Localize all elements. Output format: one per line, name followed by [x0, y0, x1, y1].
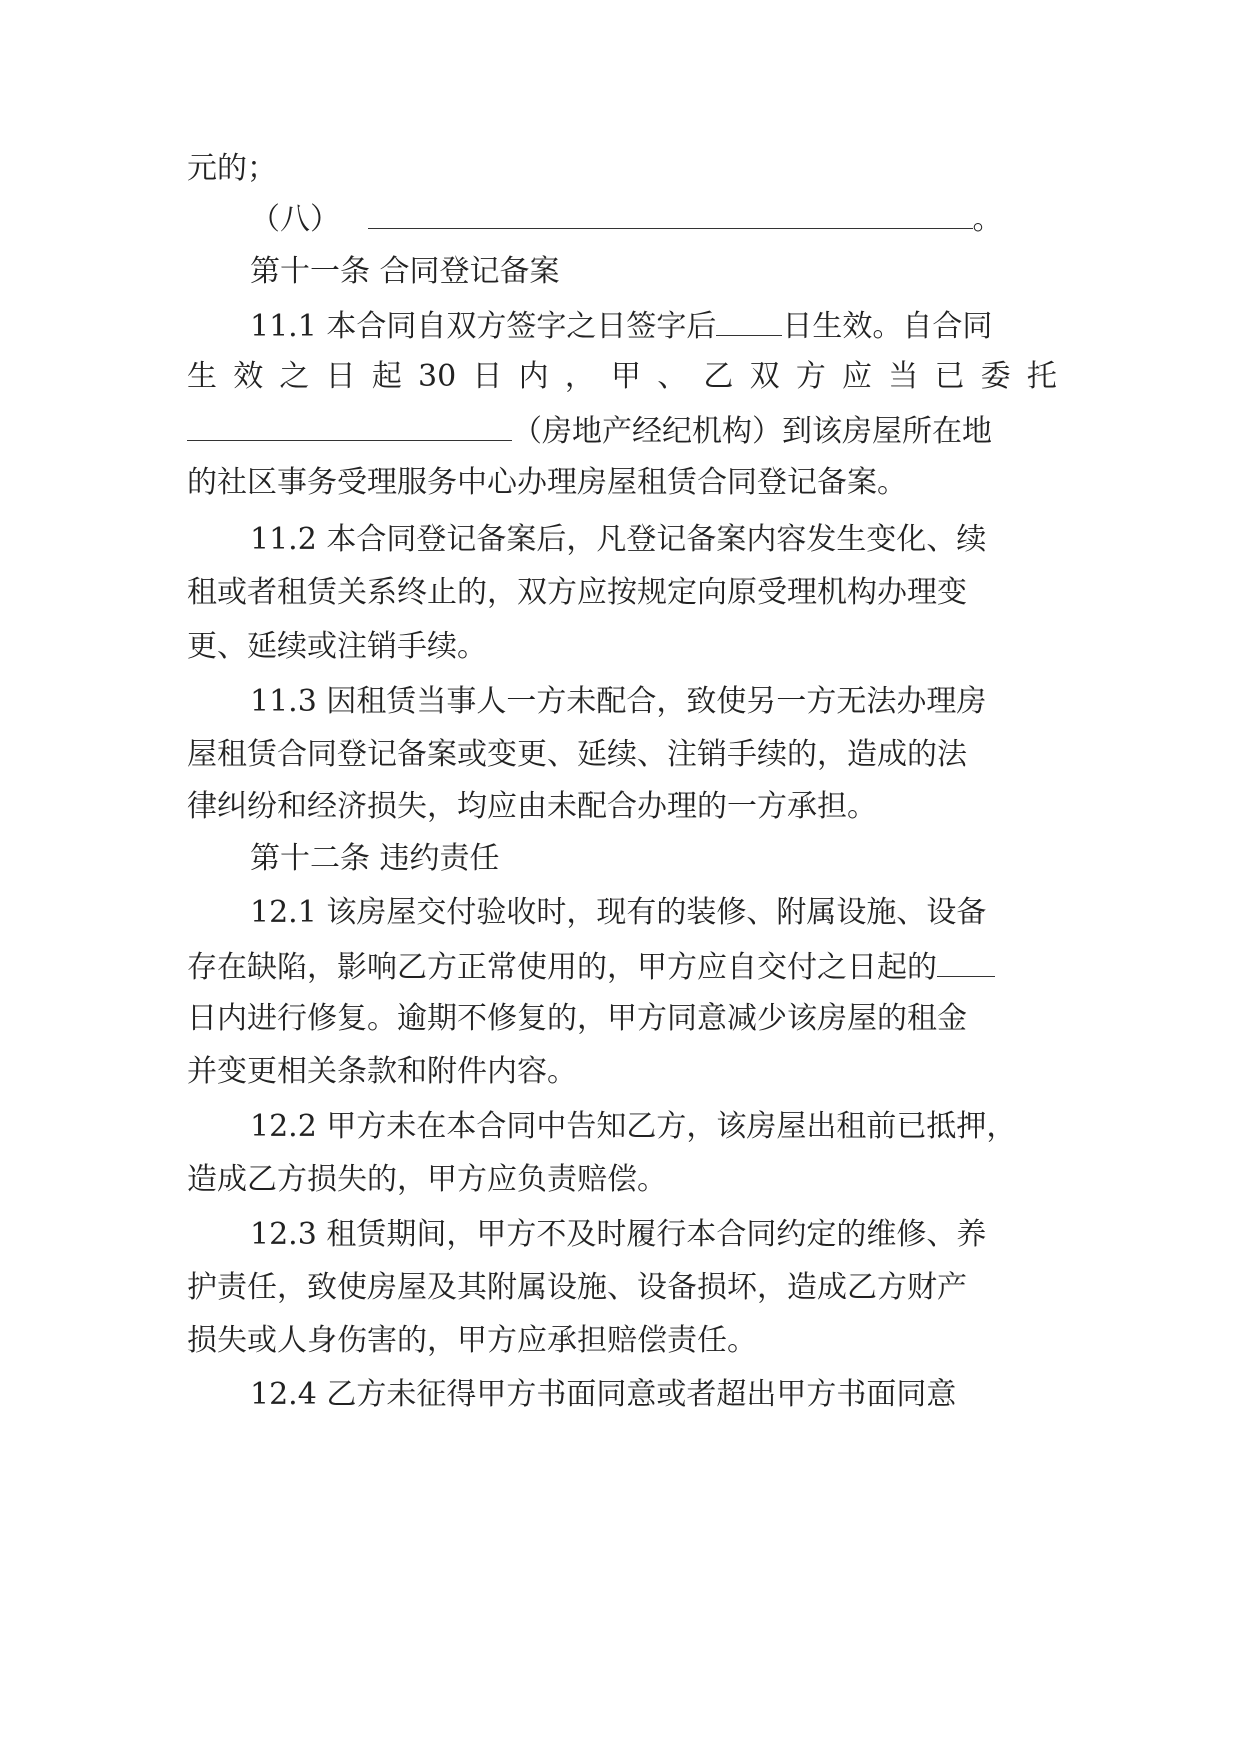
char: 30 [418, 359, 457, 394]
char: ， [564, 359, 595, 394]
char: 甲 [611, 359, 642, 394]
fill-blank[interactable] [937, 946, 995, 977]
char: 、 [657, 359, 688, 394]
char: 效 [233, 359, 264, 394]
char: 之 [279, 359, 310, 394]
text: 造成乙方损失的，甲方应负责赔偿。 [187, 1162, 667, 1197]
text-line [250, 1375, 1120, 1415]
text: 租或者租赁关系终止的，双方应按规定向原受理机构办理变 [187, 575, 967, 610]
section-heading-text: 第十二条 违约责任 [250, 841, 500, 876]
text-line [187, 946, 1057, 986]
fill-blank[interactable] [716, 305, 782, 336]
text: 日内进行修复。逾期不修复的，甲方同意减少该房屋的租金 [187, 1001, 967, 1036]
char: 委 [980, 359, 1011, 394]
text-line [187, 573, 1057, 613]
text-line [187, 999, 1057, 1039]
text: 11.2 本合同登记备案后，凡登记备案内容发生变化、续 [250, 522, 987, 557]
char: 托 [1026, 359, 1057, 394]
text-line [250, 893, 1120, 933]
text: 存在缺陷，影响乙方正常使用的，甲方应自交付之日起的 [187, 950, 937, 985]
text-line [187, 1052, 1057, 1092]
text: 。 [972, 202, 1003, 237]
text: 12.2 甲方未在本合同中告知乙方，该房屋出租前已抵押， [250, 1109, 1017, 1144]
text-line [250, 682, 1120, 722]
text: 12.1 该房屋交付验收时，现有的装修、附属设施、设备 [250, 895, 987, 930]
text: 律纠纷和经济损失，均应由未配合办理的一方承担。 [187, 789, 877, 824]
text-line [250, 520, 1120, 560]
text: 11.1 本合同自双方签字之日签字后 [250, 309, 717, 344]
text: （房地产经纪机构）到该房屋所在地 [512, 414, 992, 449]
section-heading [250, 839, 1120, 879]
text: 元的； [187, 151, 277, 186]
char: 双 [749, 359, 780, 394]
text-line [250, 198, 1070, 238]
char: 方 [795, 359, 826, 394]
text-line [187, 735, 1057, 775]
char: 内 [518, 359, 549, 394]
char: 日 [325, 359, 356, 394]
text: 护责任，致使房屋及其附属设施、设备损坏，造成乙方财产 [187, 1270, 967, 1305]
char: 乙 [703, 359, 734, 394]
char: 日 [472, 359, 503, 394]
text-line [187, 1268, 1057, 1308]
fill-blank[interactable] [187, 410, 512, 441]
char: 起 [371, 359, 402, 394]
text: 屋租赁合同登记备案或变更、延续、注销手续的，造成的法 [187, 737, 967, 772]
fill-blank[interactable] [368, 198, 973, 229]
text: 12.3 租赁期间，甲方不及时履行本合同约定的维修、养 [250, 1217, 987, 1252]
text-line [187, 1160, 1057, 1200]
char: 已 [934, 359, 965, 394]
char: 生 [187, 359, 217, 394]
text-line [187, 357, 1057, 397]
text-line [187, 149, 1057, 189]
text: 日生效。自合同 [782, 309, 993, 344]
char: 应 [842, 359, 873, 394]
text-line [250, 1215, 1120, 1255]
text-line [187, 627, 1057, 667]
text-line [250, 1107, 1120, 1147]
section-heading-text: 第十一条 合同登记备案 [250, 254, 560, 289]
section-heading [250, 252, 1120, 292]
text-line [187, 410, 1057, 450]
text-line [187, 1321, 1057, 1361]
text-line [187, 463, 1057, 503]
text: 更、延续或注销手续。 [187, 629, 487, 664]
text: 的社区事务受理服务中心办理房屋租赁合同登记备案。 [187, 465, 907, 500]
text: 11.3 因租赁当事人一方未配合，致使另一方无法办理房 [250, 684, 987, 719]
text: 损失或人身伤害的，甲方应承担赔偿责任。 [187, 1323, 757, 1358]
item-number: （八） [250, 202, 340, 237]
text: 12.4 乙方未征得甲方书面同意或者超出甲方书面同意 [250, 1377, 957, 1412]
char: 当 [888, 359, 919, 394]
text: 并变更相关条款和附件内容。 [187, 1054, 577, 1089]
text-line [187, 787, 1057, 827]
text-line [250, 305, 1057, 345]
